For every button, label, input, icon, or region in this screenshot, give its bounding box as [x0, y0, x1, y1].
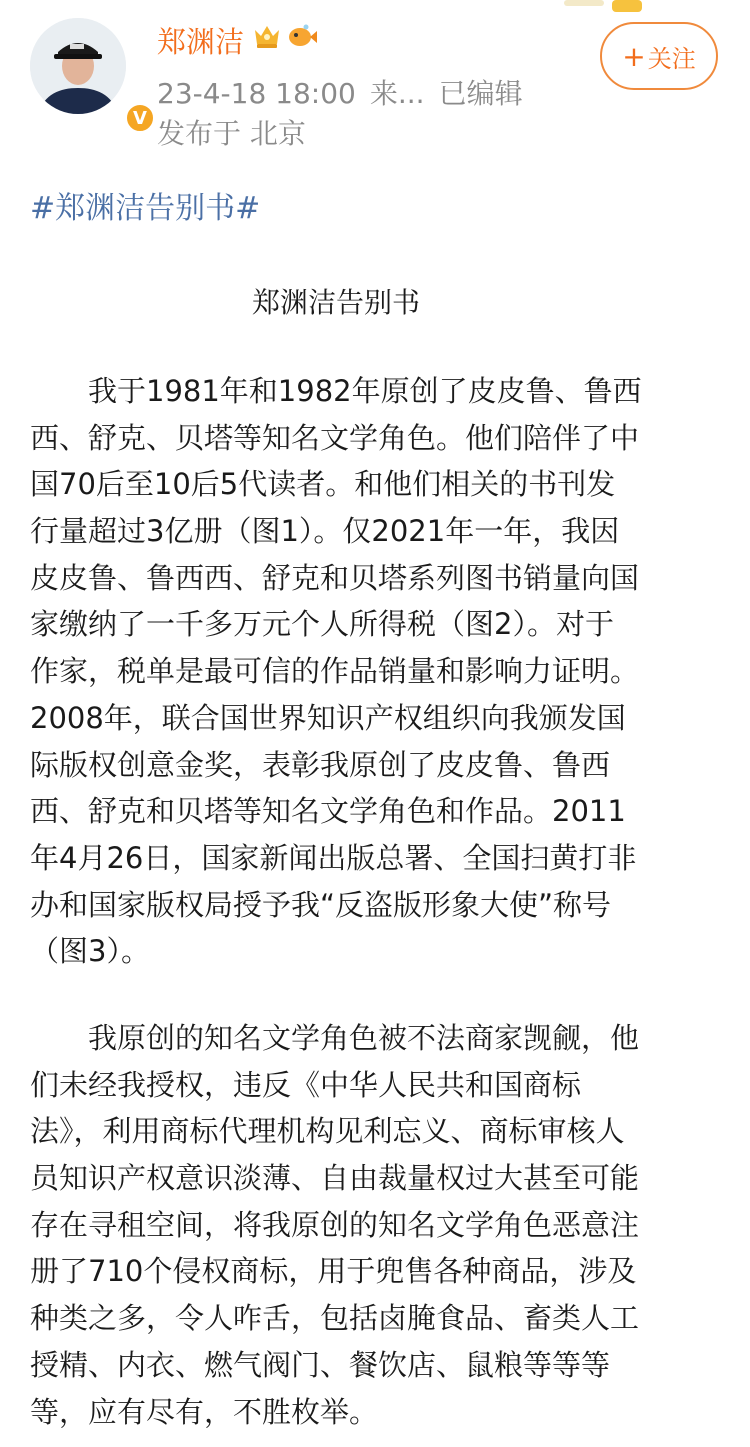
text-line: 家缴纳了一千多万元个人所得税（图2）。对于: [30, 607, 614, 642]
topic-hashtag[interactable]: #郑渊洁告别书#: [30, 191, 261, 226]
text-line: 我于1981年和1982年原创了皮皮鲁、鲁西: [30, 374, 642, 408]
article-title: 郑渊洁告别书: [251, 286, 420, 319]
post-meta: [157, 74, 537, 114]
paragraph-2: [30, 1015, 720, 1435]
edited-label[interactable]: 已编辑: [438, 77, 523, 110]
text-line: 存在寻租空间，将我原创的知名文学角色恶意注: [30, 1207, 640, 1242]
username-row: [157, 22, 318, 62]
username[interactable]: 郑渊洁: [157, 25, 245, 59]
gold-badge-icon[interactable]: [252, 22, 282, 62]
text-line: 办和国家版权局授予我“反盗版形象大使”称号: [30, 887, 612, 922]
verified-icon: V: [124, 102, 156, 134]
text-line: 行量超过3亿册（图1）。仅2021年一年，我因: [30, 514, 620, 549]
fish-badge-icon[interactable]: [286, 22, 318, 62]
text-line: 皮皮鲁、鲁西西、舒克和贝塔系列图书销量向国: [30, 560, 640, 595]
text-line: （图3）。: [30, 934, 150, 969]
follow-label: 关注: [647, 44, 696, 73]
text-line: 授精、内衣、燃气阀门、餐饮店、鼠粮等等等: [30, 1347, 611, 1382]
text-line: 作家，税单是最可信的作品销量和影响力证明。: [30, 654, 640, 689]
text-line: 册了710个侵权商标，用于兜售各种商品，涉及: [30, 1254, 637, 1289]
avatar-photo-icon: [30, 18, 126, 114]
text-line: 员知识产权意识淡薄、自由裁量权过大甚至可能: [30, 1161, 640, 1196]
text-line: 西、舒克和贝塔等知名文学角色和作品。2011: [30, 794, 626, 829]
post-source[interactable]: 来...: [369, 77, 425, 110]
text-line: 法》，利用商标代理机构见利忘义、商标审核人: [30, 1114, 625, 1149]
post-timestamp: 23-4-18 18:00: [157, 77, 356, 110]
avatar[interactable]: [30, 18, 147, 129]
top-decoration-icon: [560, 0, 650, 14]
text-line: 国70后至10后5代读者。和他们相关的书刊发: [30, 467, 616, 502]
text-line: 我原创的知名文学角色被不法商家觊觎，他: [30, 1021, 640, 1055]
text-line: 们未经我授权，违反《中华人民共和国商标: [30, 1067, 582, 1102]
text-line: 2008年，联合国世界知识产权组织向我颁发国: [30, 700, 626, 735]
text-line: 种类之多，令人咋舌，包括卤腌食品、畜类人工: [30, 1301, 640, 1336]
follow-button[interactable]: [600, 22, 718, 90]
text-line: 际版权创意金奖，表彰我原创了皮皮鲁、鲁西: [30, 747, 611, 782]
text-line: 等，应有尽有，不胜枚举。: [30, 1394, 379, 1429]
plus-icon: +: [622, 39, 646, 73]
text-line: 年4月26日，国家新闻出版总署、全国扫黄打非: [30, 840, 637, 875]
post-header: [0, 0, 750, 170]
post-location: 发布于 北京: [157, 117, 306, 150]
paragraph-1: [30, 368, 720, 975]
text-line: 西、舒克、贝塔等知名文学角色。他们陪伴了中: [30, 420, 640, 455]
